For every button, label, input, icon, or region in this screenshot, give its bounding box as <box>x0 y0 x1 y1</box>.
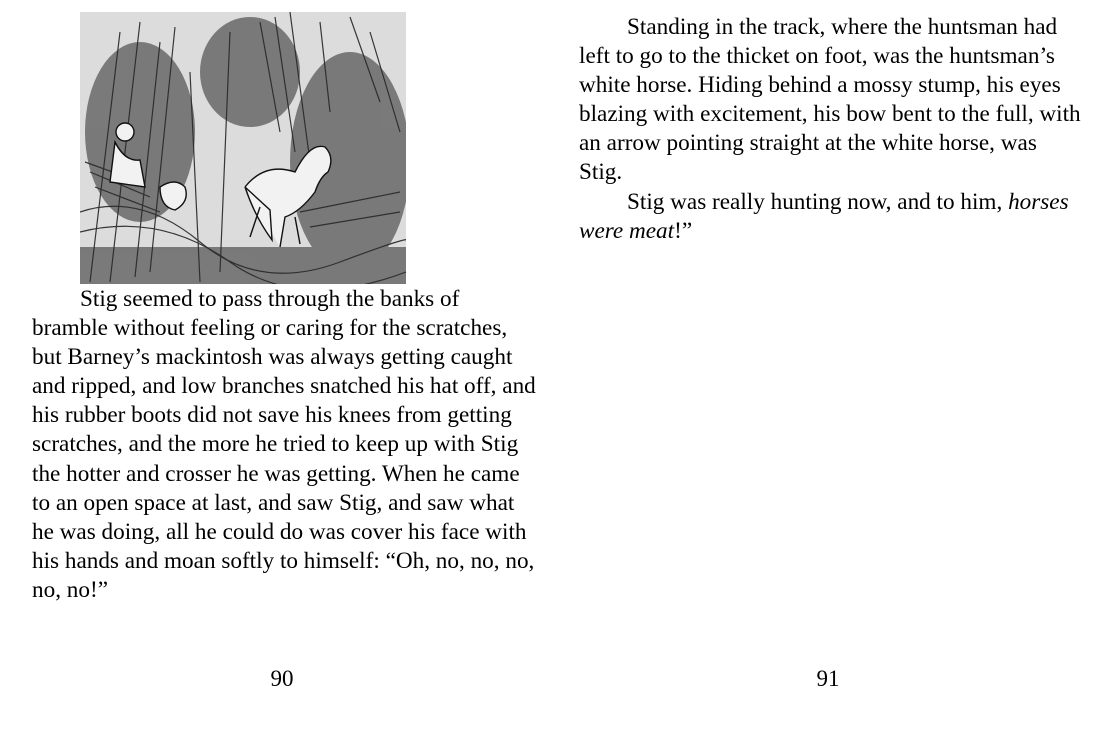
left-page <box>0 0 556 731</box>
paragraph: Standing in the track, where the huntsman had left to go to the thicket on foot, was the huntsman’s white horse. Hiding behind a mossy stump, his eyes blazing with excitement, his bow bent to the full, with an arrow pointing straight at the white horse, was Stig. <box>579 14 1081 186</box>
italic-phrase: horses were meat <box>579 188 1069 244</box>
right-page-text <box>579 13 1084 246</box>
left-page-text <box>32 285 537 605</box>
paragraph-text-end: !” <box>674 217 693 244</box>
paragraph <box>579 188 1084 246</box>
paragraph-text: Stig was really hunting now, and to him, <box>627 188 1009 215</box>
illustration-image <box>80 12 406 284</box>
page-number: 91 <box>816 666 840 691</box>
page-number: 90 <box>270 666 294 691</box>
right-page <box>556 0 1113 731</box>
sketch-drawing <box>80 12 406 284</box>
paragraph: Stig seemed to pass through the banks of bramble without feeling or caring for the scratches, but Barney’s mackintosh was always getting caught and ripped, and low branches snatched his hat off, and his rubber boots did not save his knees from getting scratches, and the more he tried to keep up with Stig the hotter and crosser he was getting. When he came to an open space at last, and saw Stig, and saw what he was doing, all he could do was cover his face with his hands and moan softly to himself: “Oh, no, no, no, no, no!” <box>32 286 536 603</box>
